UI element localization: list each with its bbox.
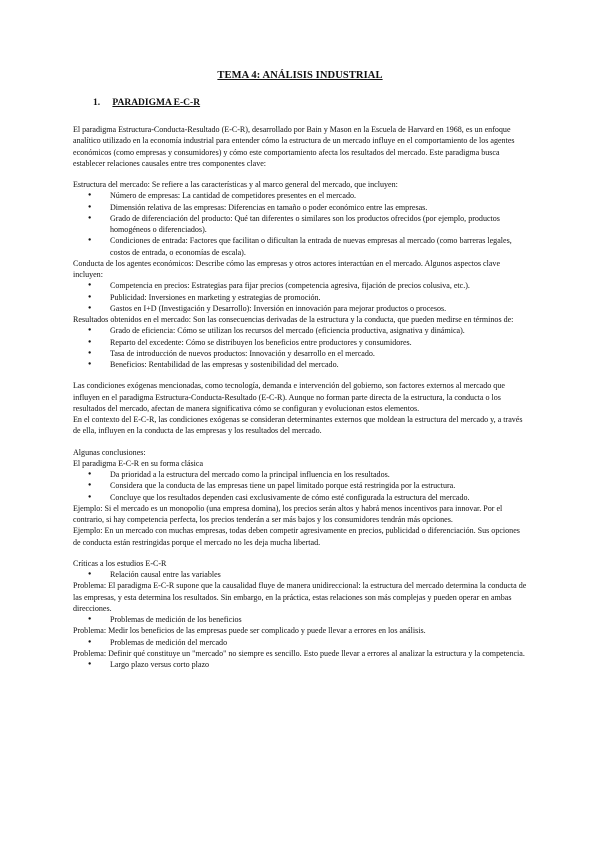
section-title: PARADIGMA E-C-R (112, 98, 201, 108)
exogenas-context-paragraph: En el contexto del E-C-R, las condiciones exógenas se consideran determinantes externos que moldean la estructura del mercado y, a través de ella, influyen en la conducta de las empresas y los resultados del mercado. (73, 415, 523, 436)
estructura-heading: Estructura del mercado: Se refiere a las características y al marco general del mercado, que incluyen: (73, 180, 398, 189)
resultados-heading: Resultados obtenidos en el mercado: Son las consecuencias derivadas de la estructura y la conducta, que pueden medirse en términos de: (73, 315, 514, 324)
list-item: ● Tasa de introducción de nuevos productos: Innovación y desarrollo en el mercado. (73, 348, 528, 359)
conclusiones-list (73, 469, 528, 503)
criticas-heading: Críticas a los estudios E-C-R (73, 558, 167, 568)
exogenas-paragraph: Las condiciones exógenas mencionadas, como tecnología, demanda e intervención del gobierno, son factores externos al mercado que influyen en el paradigma Estructura-Conducta-Resultado (E-C-R). Aunque no forman parte directa de la estructura, la conducta o los resultados del mercado, afectan de manera significativa cómo se configuran y evolucionan estos elementos. (73, 381, 505, 413)
conducta-heading: Conducta de los agentes económicos: Describe cómo las empresas y otros actores interactúan en el mercado. Algunos aspectos clave incluyen: (73, 258, 501, 279)
list-item: ● Grado de diferenciación del producto: Qué tan diferentes o similares son los productos ofrecidos (por ejemplo, productos homogéneos o diferenciados). (73, 213, 528, 236)
estructura-list (73, 190, 528, 258)
resultados-list (73, 325, 528, 370)
criticas-list-4 (73, 659, 528, 670)
problema-mercado: Problema: Definir qué constituye un "mercado" no siempre es sencillo. Esto puede llevar a errores al analizar la estructura y la competencia. (73, 648, 525, 658)
criticas-list-2 (73, 614, 528, 625)
criticas-list-3 (73, 637, 528, 648)
list-item: ● Número de empresas: La cantidad de competidores presentes en el mercado. (73, 190, 528, 201)
list-item: ● Condiciones de entrada: Factores que facilitan o dificultan la entrada de nuevas empresas al mercado (como barreras legales, costos de entrada, o economías de escala). (73, 235, 528, 258)
document-body (73, 124, 528, 670)
section-number: 1. (93, 98, 101, 108)
section-heading (93, 98, 200, 108)
document-title: TEMA 4: ANÁLISIS INDUSTRIAL (217, 70, 383, 81)
list-item: ● Gastos en I+D (Investigación y Desarrollo): Inversión en innovación para mejorar productos o procesos. (73, 303, 528, 314)
list-item: ● Da prioridad a la estructura del mercado como la principal influencia en los resultados. (73, 469, 528, 480)
list-item: ● Competencia en precios: Estrategias para fijar precios (competencia agresiva, fijación de precios colusiva, etc.). (73, 280, 528, 291)
problema-causalidad: Problema: El paradigma E-C-R supone que la causalidad fluye de manera unidireccional: la estructura del mercado determina la conducta de las empresas, y esta determina los resultados. Sin embargo, en la práctica, estas relaciones son más complejas y pueden operar en ambas direcciones. (73, 581, 527, 613)
list-item: ● Beneficios: Rentabilidad de las empresas y sostenibilidad del mercado. (73, 359, 528, 370)
conclusiones-heading: Algunas conclusiones: (73, 447, 146, 457)
list-item: ● Grado de eficiencia: Cómo se utilizan los recursos del mercado (eficiencia productiva, asignativa y dinámica). (73, 325, 528, 336)
conclusiones-subheading: El paradigma E-C-R en su forma clásica (73, 458, 204, 468)
list-item: ● Concluye que los resultados dependen casi exclusivamente de cómo esté configurada la estructura del mercado. (73, 492, 528, 503)
ejemplo-competencia: Ejemplo: En un mercado con muchas empresas, todas deben competir agresivamente en precios, publicidad o diferenciación. Sus opciones de conducta están restringidas porque el mercado no les deja mucha libertad. (73, 526, 520, 547)
list-item: ● Problemas de medición de los beneficios (73, 614, 528, 625)
criticas-list-1 (73, 569, 528, 580)
list-item: ● Publicidad: Inversiones en marketing y estrategias de promoción. (73, 292, 528, 303)
problema-beneficios: Problema: Medir los beneficios de las empresas puede ser complicado y puede llevar a errores en los análisis. (73, 626, 426, 636)
ejemplo-monopolio: Ejemplo: Si el mercado es un monopolio (una empresa domina), los precios serán altos y habrá menos incentivos para innovar. Por el contrario, si hay competencia perfecta, los precios tenderán a ser más bajos y los consumidores tendrán más opciones. (73, 503, 503, 524)
list-item: ● Reparto del excedente: Cómo se distribuyen los beneficios entre productores y consumidores. (73, 337, 528, 348)
list-item: ● Largo plazo versus corto plazo (73, 659, 528, 670)
list-item: ● Problemas de medición del mercado (73, 637, 528, 648)
list-item: ● Considera que la conducta de las empresas tiene un papel limitado porque está restringida por la estructura. (73, 480, 528, 491)
list-item: ● Dimensión relativa de las empresas: Diferencias en tamaño o poder económico entre las empresas. (73, 202, 528, 213)
intro-paragraph: El paradigma Estructura-Conducta-Resultado (E-C-R), desarrollado por Bain y Mason en la Escuela de Harvard en 1968, es un enfoque analítico utilizado en la economía industrial para entender cómo la estructura de un mercado influye en el comportamiento de los agentes económicos (como empresas y consumidores) y cómo este comportamiento afecta los resultados del mercado. Este paradigma busca establecer relaciones causales entre tres componentes clave: (73, 125, 515, 168)
conducta-list (73, 280, 528, 314)
list-item: ● Relación causal entre las variables (73, 569, 528, 580)
